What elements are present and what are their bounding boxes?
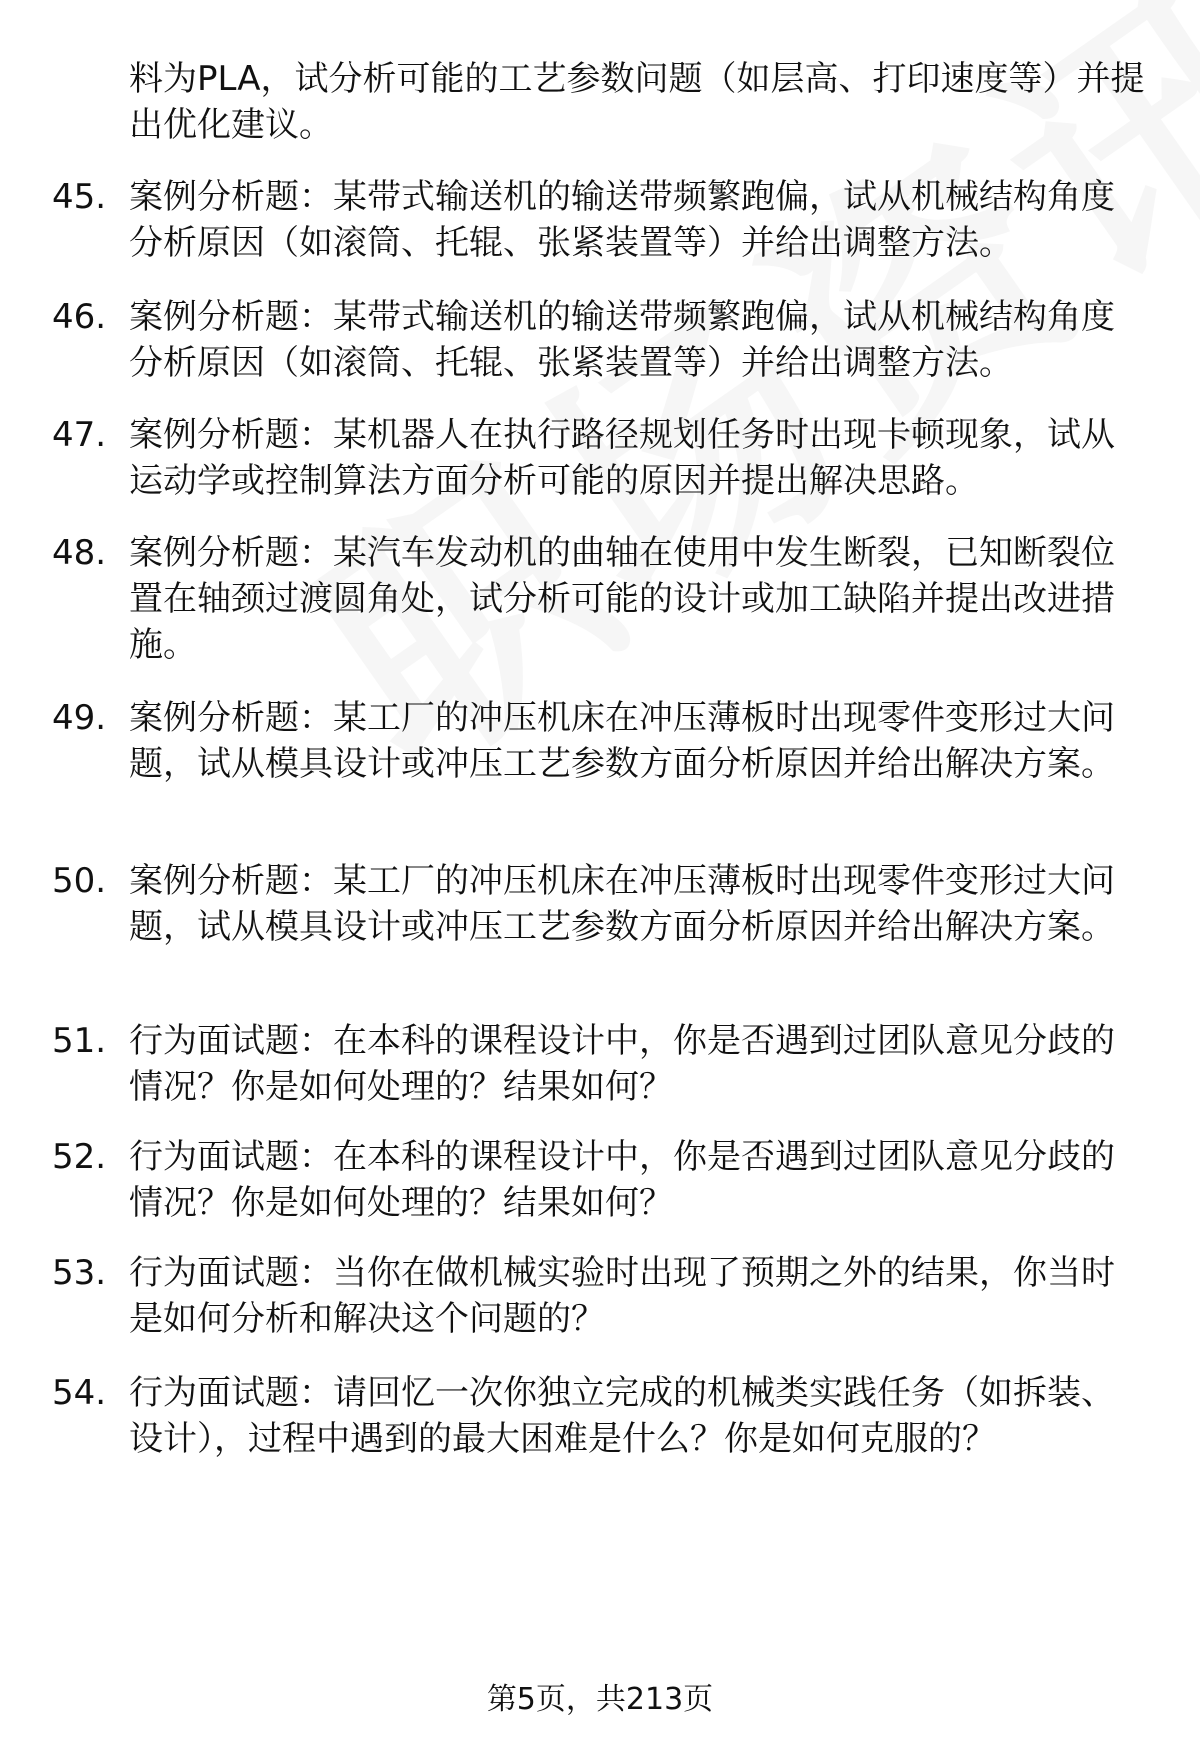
question-text: 案例分析题：某工厂的冲压机床在冲压薄板时出现零件变形过大问题，试从模具设计或冲压工艺参数方面分析原因并给出解决方案。 — [129, 861, 1115, 947]
question-number: 51. — [52, 1021, 107, 1061]
question-number: 46. — [52, 297, 107, 337]
question-text: 案例分析题：某带式输送机的输送带频繁跑偏，试从机械结构角度分析原因（如滚筒、托辊、张紧装置等）并给出调整方法。 — [129, 177, 1115, 263]
question-text: 行为面试题：请回忆一次你独立完成的机械类实践任务（如拆装、设计），过程中遇到的最大困难是什么？你是如何克服的？ — [129, 1373, 1115, 1459]
question-text: 案例分析题：某机器人在执行路径规划任务时出现卡顿现象，试从运动学或控制算法方面分析可能的原因并提出解决思路。 — [129, 415, 1115, 501]
question-number: 47. — [52, 415, 107, 455]
question-number: 53. — [52, 1253, 107, 1293]
question-text: 行为面试题：在本科的课程设计中，你是否遇到过团队意见分歧的情况？你是如何处理的？结果如何？ — [129, 1021, 1115, 1107]
page-footer: 第5页，共213页 — [486, 1682, 714, 1717]
question-number: 49. — [52, 698, 107, 738]
question-number: 48. — [52, 533, 107, 573]
question-text: 案例分析题：某工厂的冲压机床在冲压薄板时出现零件变形过大问题，试从模具设计或冲压工艺参数方面分析原因并给出解决方案。 — [129, 698, 1115, 784]
question-text: 案例分析题：某汽车发动机的曲轴在使用中发生断裂，已知断裂位置在轴颈过渡圆角处，试分析可能的设计或加工缺陷并提出改进措施。 — [129, 533, 1115, 665]
question-text: 行为面试题：在本科的课程设计中，你是否遇到过团队意见分歧的情况？你是如何处理的？结果如何？ — [129, 1137, 1115, 1223]
question-text: 案例分析题：某带式输送机的输送带频繁跑偏，试从机械结构角度分析原因（如滚筒、托辊、张紧装置等）并给出调整方法。 — [129, 297, 1115, 383]
question-number: 52. — [52, 1137, 107, 1177]
continuation-text: 料为PLA，试分析可能的工艺参数问题（如层高、打印速度等）并提出优化建议。 — [129, 59, 1145, 145]
question-number: 50. — [52, 861, 107, 901]
question-number: 45. — [52, 177, 107, 217]
question-text: 行为面试题：当你在做机械实验时出现了预期之外的结果，你当时是如何分析和解决这个问题的？ — [129, 1253, 1115, 1339]
question-number: 54. — [52, 1373, 107, 1413]
